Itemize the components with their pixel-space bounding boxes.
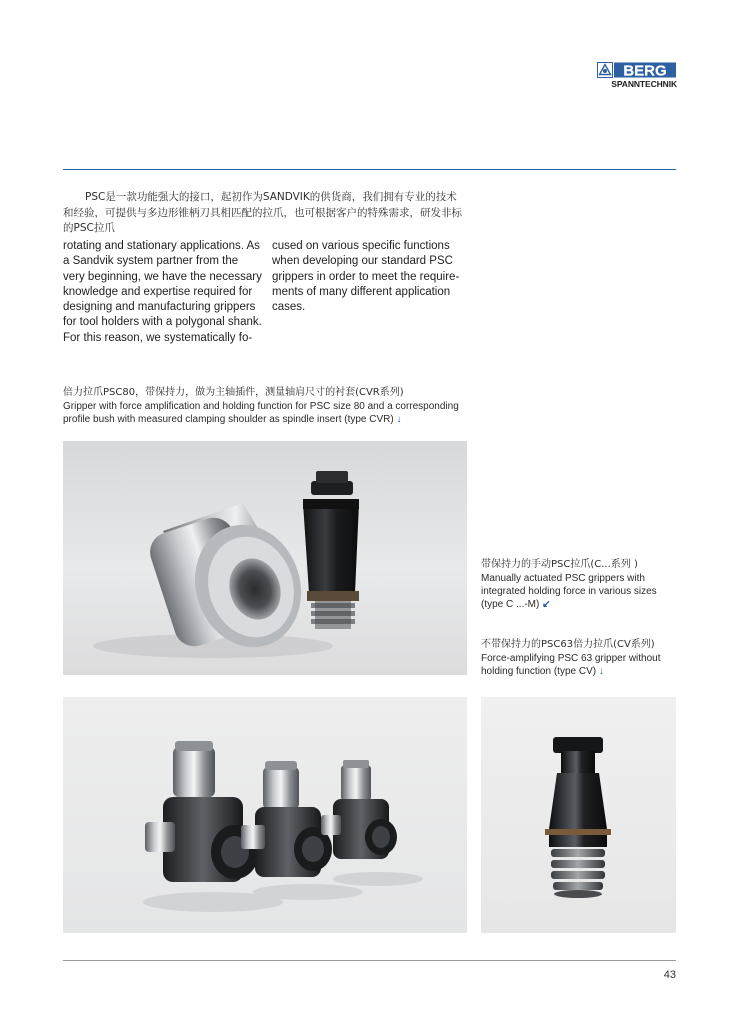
gripper-small [321, 760, 423, 886]
header-divider [63, 169, 676, 170]
caption-cm-english-text: Manually actuated PSC grippers with integrated holding force in various sizes (type C ...-M) [481, 573, 657, 610]
caption-cv-english-text: Force-amplifying PSC 63 gripper without holding function (type CV) [481, 653, 661, 677]
arrow-down-icon: ↓ [396, 414, 402, 425]
logo-subtitle: SPANNTECHNIK [611, 79, 677, 89]
caption-cvr [63, 386, 473, 426]
page-number: 43 [663, 969, 676, 981]
caption-cm-english [481, 572, 681, 611]
caption-cvr-chinese: 倍力拉爪PSC80，带保持力，做为主轴插件，测量轴肩尺寸的衬套(CVR系列) [63, 387, 404, 398]
photo-cv-gripper [481, 697, 676, 933]
intro-english-column-1: rotating and stationary applications. As a Sandvik system partner from the very beginning, we have the necessary knowledge and expertise required for designing and manufacturing grippers for tool holders with a polygonal shank. For this reason, we systematically fo- [63, 240, 262, 344]
caption-cvr-english [63, 400, 473, 426]
caption-cm-chinese: 带保持力的手动PSC拉爪(C...系列 ) [481, 559, 638, 570]
photo-manual-psc-grippers [63, 697, 467, 933]
caption-cv-chinese: 不带保持力的PSC63倍力拉爪(CV系列) [481, 639, 655, 650]
caption-cv [481, 638, 681, 678]
arrow-down-icon: ↓ [598, 666, 604, 677]
berg-logo-mark [597, 62, 677, 78]
manual-grippers-illustration [63, 697, 467, 933]
cvr-gripper-illustration [63, 441, 467, 675]
intro-chinese-text: PSC是一款功能强大的接口，起初作为SANDVIK的供货商，我们拥有专业的技术和经验，可提供与多边形锥柄刀具相匹配的拉爪，也可根据客户的特殊需求，研发非标的PSC拉爪 [63, 191, 462, 234]
logo-brand-text: BERG [623, 62, 667, 78]
cv-gripper-illustration [481, 697, 676, 933]
caption-cv-english [481, 652, 681, 678]
arrow-down-left-icon: ↙ [542, 599, 551, 610]
photo-cvr-gripper-and-bush [63, 441, 467, 675]
caption-cm [481, 558, 681, 611]
caption-cvr-english-text: Gripper with force amplification and holding function for PSC size 80 and a corresponding profile bush with measured clamping shoulder as spindle insert (type CVR) [63, 401, 459, 425]
berg-logo [597, 62, 677, 90]
footer-divider [63, 960, 676, 961]
intro-english-column-2: cused on various specific functions when developing our standard PSC grippers in order to meet the require-ments of many different application cases. [272, 240, 460, 314]
